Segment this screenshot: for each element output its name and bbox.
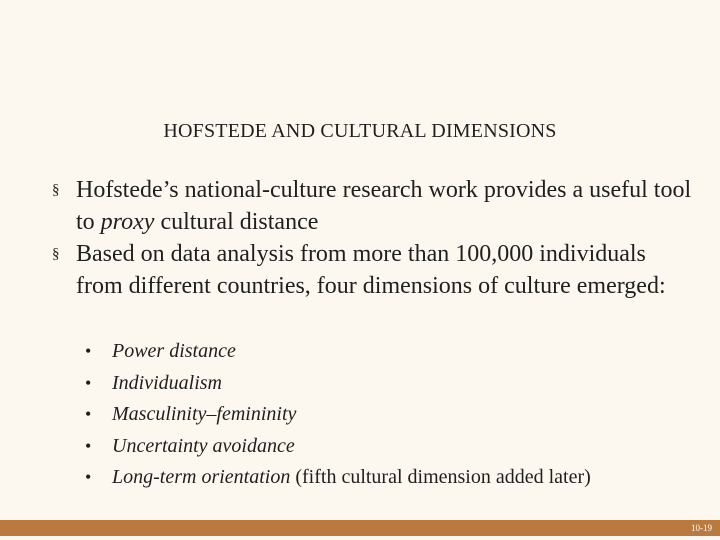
sub-bullet-italic: Masculinity–femininity <box>112 403 297 425</box>
sub-bullet-item <box>85 431 712 463</box>
slide-title: HOFSTEDE AND CULTURAL DIMENSIONS <box>163 120 557 142</box>
sub-bullet-italic: Power distance <box>112 340 236 362</box>
sub-bullet-item <box>85 336 712 368</box>
section-marker-icon: § <box>52 246 60 262</box>
bullet-text: Based on data analysis from more than 100,000 individuals from different countries, four dimensions of culture emerged: <box>76 241 666 299</box>
bullet-dot-icon: • <box>85 435 92 456</box>
sub-bullet-list <box>85 336 712 494</box>
bullet-dot-icon: • <box>85 341 92 361</box>
bullet-text-emphasis: proxy <box>100 209 155 235</box>
page-number: 10-19 <box>691 523 712 533</box>
bullet-dot-icon: • <box>85 372 92 393</box>
section-marker-icon: § <box>52 182 60 198</box>
sub-bullet-italic: Individualism <box>112 371 222 394</box>
bullet-item <box>52 238 692 302</box>
sub-bullet-item <box>85 462 712 494</box>
bullet-dot-icon: • <box>85 467 92 487</box>
bullet-text-after: cultural distance <box>154 209 319 235</box>
sub-bullet-italic: Long-term orientation <box>112 466 291 488</box>
sub-bullet-item <box>85 368 712 400</box>
bullet-list <box>52 174 692 302</box>
bullet-item <box>52 174 692 238</box>
bullet-text-before: Hofstede’s national-culture research work provides a useful tool to <box>76 177 692 235</box>
footer-bar <box>0 520 720 536</box>
sub-bullet-rest: (fifth cultural dimension added later) <box>290 466 591 488</box>
sub-bullet-italic: Uncertainty avoidance <box>112 434 295 457</box>
sub-bullet-item <box>85 399 712 431</box>
bullet-dot-icon: • <box>85 404 92 424</box>
